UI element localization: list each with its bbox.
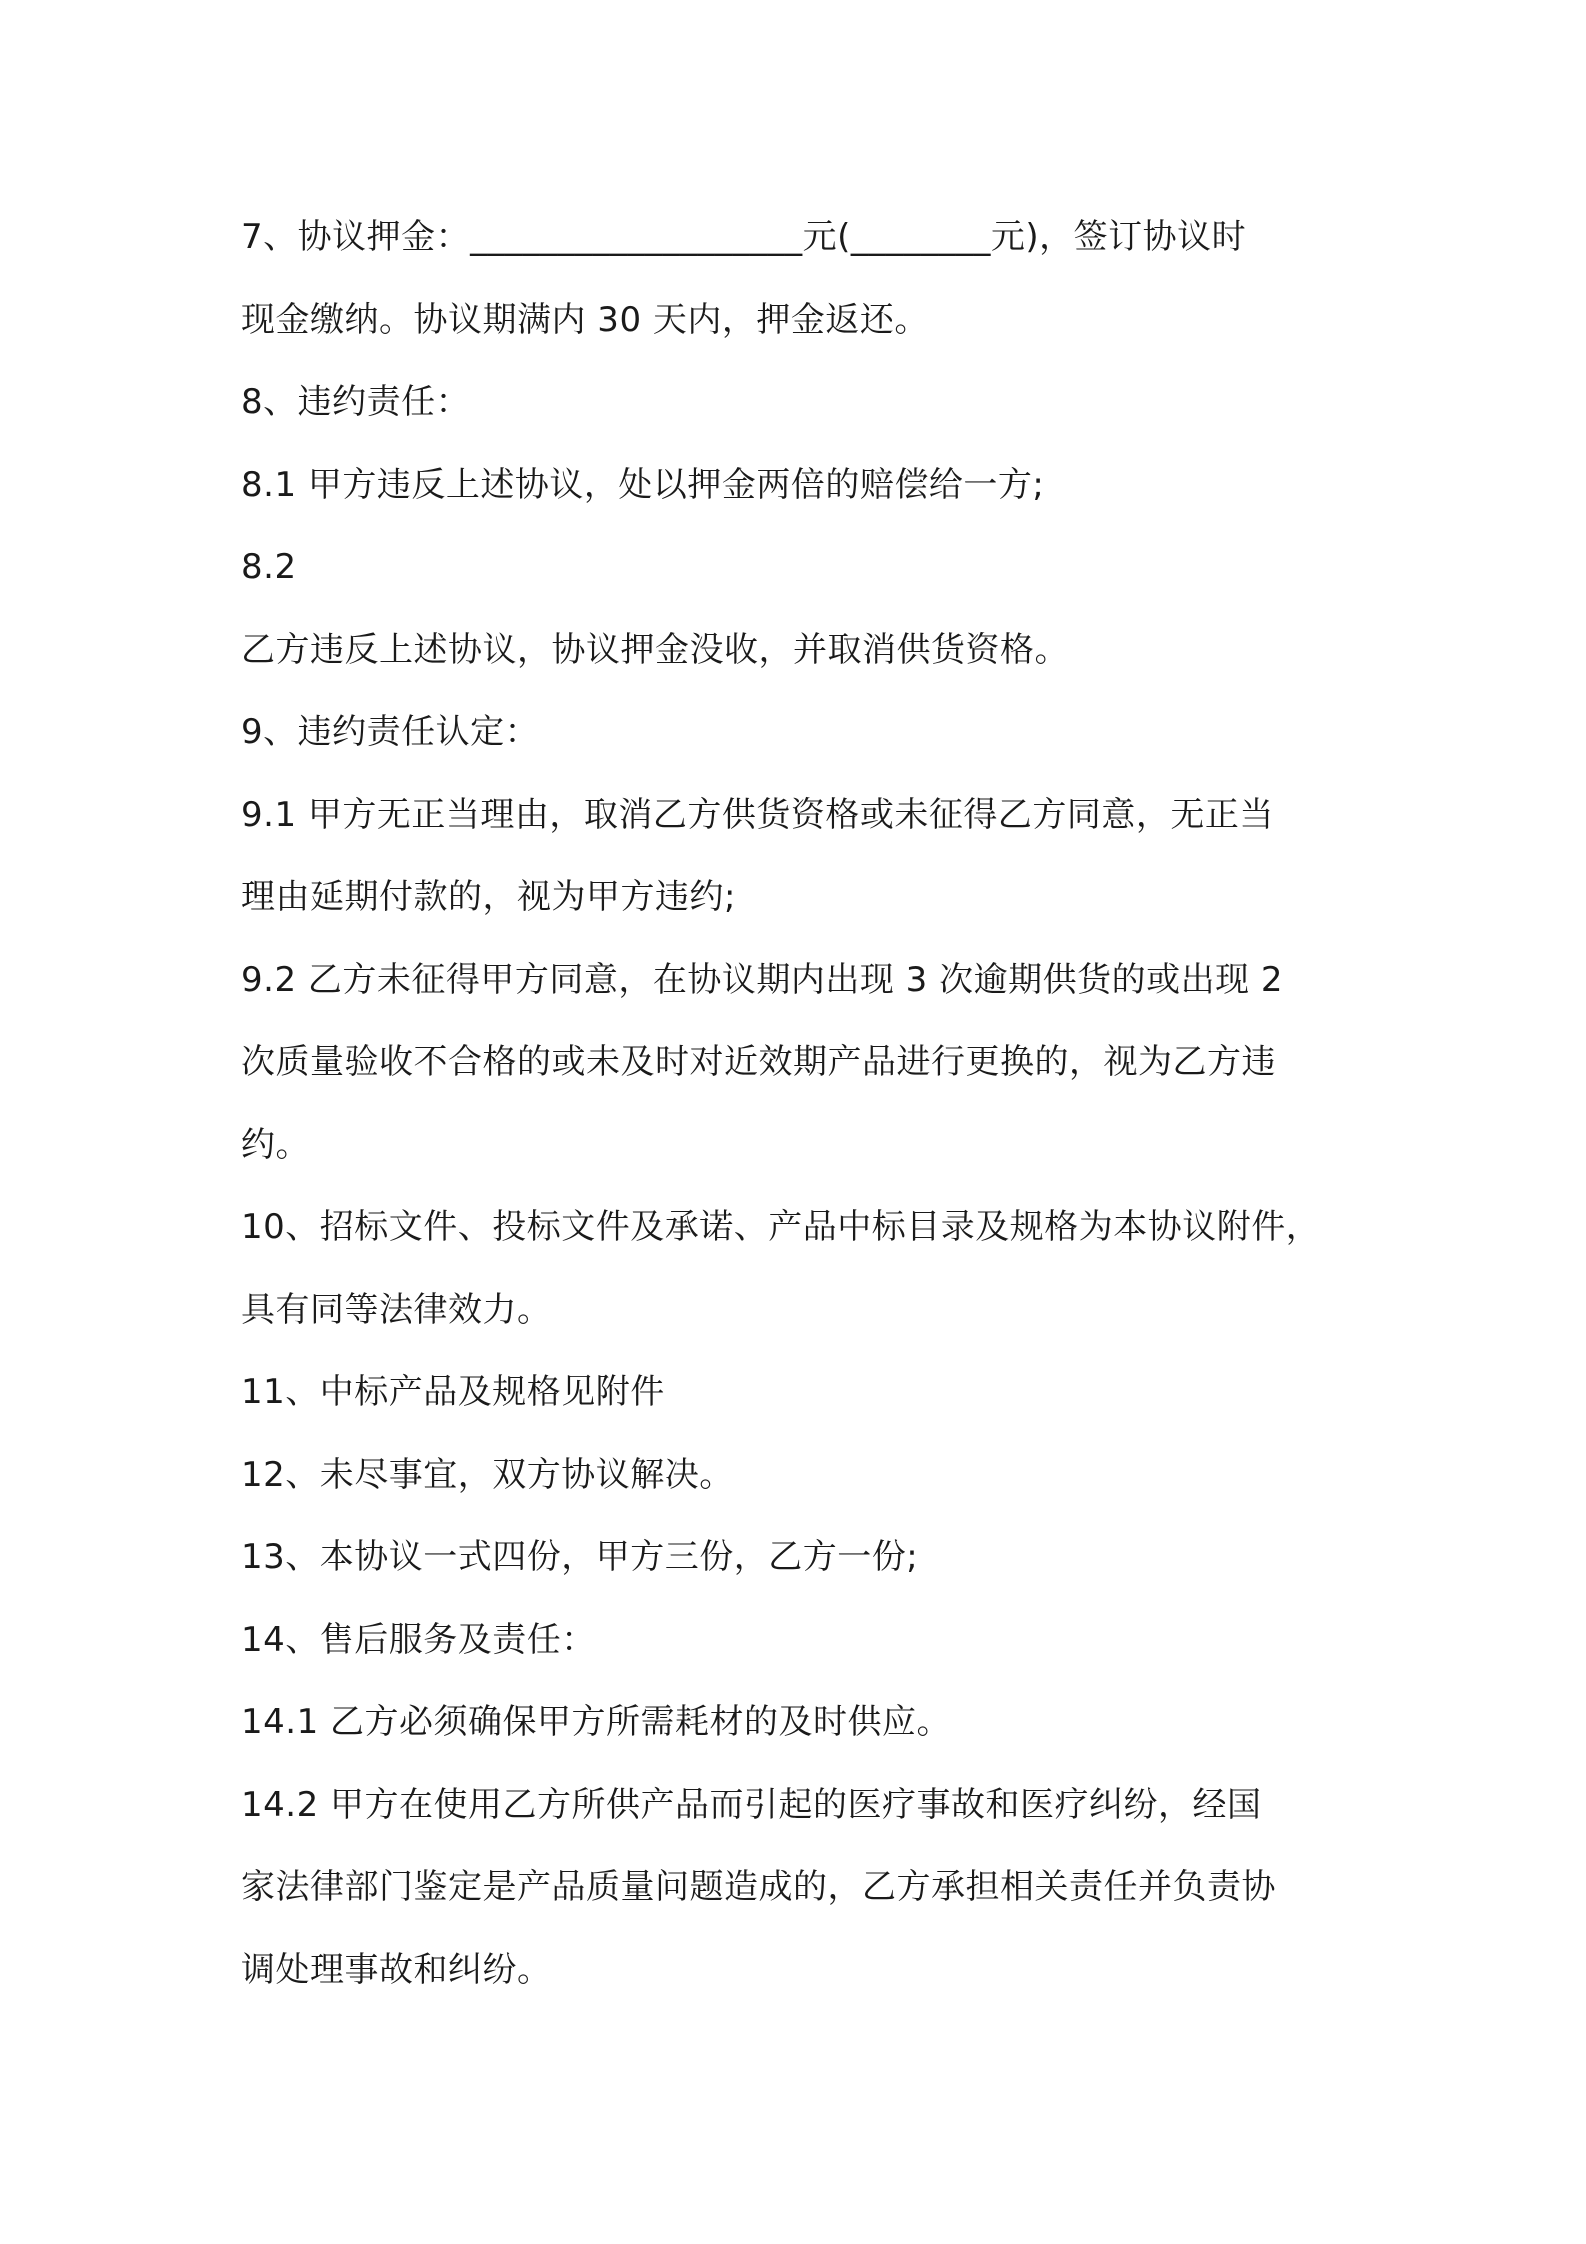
text-line: 约。	[241, 1124, 310, 1165]
text-line: 8.1 甲方违反上述协议，处以押金两倍的赔偿给一方;	[241, 464, 1045, 505]
text-line: 理由延期付款的，视为甲方违约;	[241, 877, 736, 917]
text-line: 9.2 乙方未征得甲方同意，在协议期内出现 3 次逾期供货的或出现 2	[241, 959, 1284, 1000]
text-line: 14.1 乙方必须确保甲方所需耗材的及时供应。	[241, 1702, 952, 1742]
text-line: 8.2	[241, 547, 297, 587]
text-line: 9.1 甲方无正当理由，取消乙方供货资格或未征得乙方同意，无正当	[241, 794, 1274, 835]
text-line: 10、招标文件、投标文件及承诺、产品中标目录及规格为本协议附件，	[241, 1207, 1321, 1247]
text-line: 14.2 甲方在使用乙方所供产品而引起的医疗事故和医疗纠纷，经国	[241, 1784, 1262, 1825]
text-line: 9、违约责任认定：	[241, 712, 540, 752]
text-line: 8、违约责任：	[241, 382, 471, 422]
text-line: 12、未尽事宜，双方协议解决。	[241, 1454, 734, 1495]
text-line: 乙方违反上述协议，协议押金没收，并取消供货资格。	[241, 629, 1069, 670]
text-line: 调处理事故和纠纷。	[241, 1949, 552, 1990]
text-line: 11、中标产品及规格见附件	[241, 1372, 665, 1412]
text-line: 7、协议押金：___________________元(________元)，签订协议时	[241, 217, 1247, 257]
text-line: 13、本协议一式四份，甲方三份，乙方一份;	[241, 1537, 919, 1577]
text-line: 14、售后服务及责任：	[241, 1619, 596, 1660]
document-body	[241, 196, 1361, 2011]
text-line: 次质量验收不合格的或未及时对近效期产品进行更换的，视为乙方违	[241, 1042, 1276, 1082]
text-line: 具有同等法律效力。	[241, 1289, 552, 1330]
text-line: 家法律部门鉴定是产品质量问题造成的，乙方承担相关责任并负责协	[241, 1867, 1276, 1907]
text-line: 现金缴纳。协议期满内 30 天内，押金返还。	[241, 299, 929, 340]
